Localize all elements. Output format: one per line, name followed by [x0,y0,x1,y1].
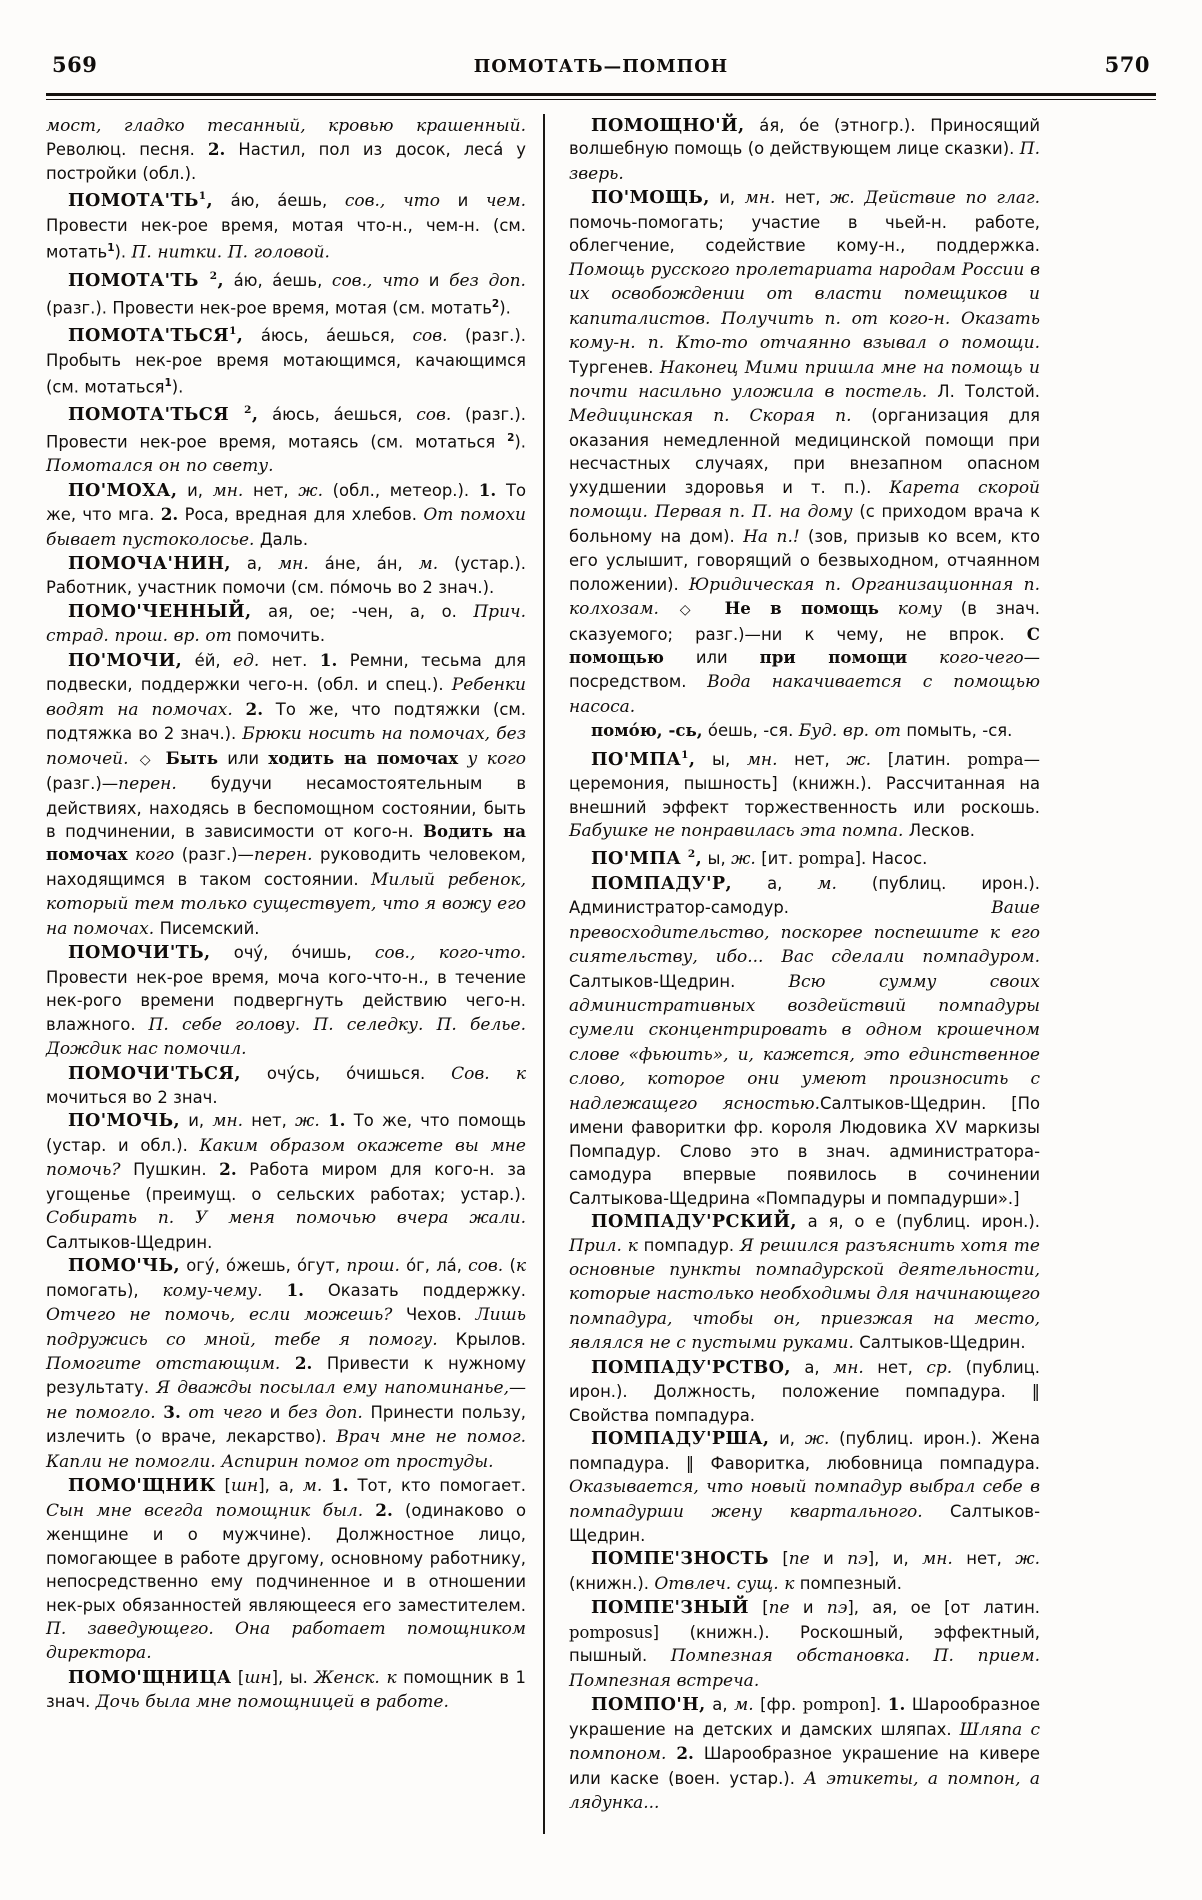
dictionary-entry: ПО'МОЧЬ, и, мн. нет, ж. 1. То же, что помощь (устар. и обл.). Каким образом окажете вы мне помочь? Пушкин. 2. Работа миром для кого-н. за угощенье (преимущ. о сельских работах; устар.). Собирать п. У меня помочью вчера жали. Салтыков-Щедрин. [46,1110,526,1252]
dictionary-entry: ПОМО'ЩНИК [шн], а, м. 1. Тот, кто помогает. Сын мне всегда помощник был. 2. (одинаково о женщине и о мужчине). Должностное лицо, помогающее в работе другому, основному работнику, непосредственно ему подчиненное и в отношении нек-рых обязанностей являющееся его заместителем. П. заведующего. Она работает помощником директора. [46,1475,526,1664]
dictionary-entry: ПОМОЧИ'ТЬСЯ, очу́сь, о́чишься. Сов. к мочиться во 2 знач. [46,1062,526,1107]
dictionary-entry: помо́ю, -сь, о́ешь, -ся. Буд. вр. от помыть, -ся. [591,720,1013,742]
dictionary-entry: ПОМОЧА'НИН, а, мн. а́не, а́н, м. (устар.). Работник, участник помочи (см. по́мочь во 2 знач.). [46,553,527,598]
text-body [46,114,1156,1834]
dictionary-entry: ПО'МПА$^1$, ы, мн. нет, ж. [латин. pompa—церемония, пышность] (книжн.). Рассчитанная на внешний эффект торжественность или роскошь. Бабушке не понравилась эта помпа. Лесков. [569,748,1040,841]
folio-left: 569 [52,52,98,77]
column-right [543,114,1040,1834]
dictionary-entry: ПОМПЕ'ЗНОСТЬ [пе и пэ], и, мн. нет, ж. (книжн.). Отвлеч. сущ. к помпезный. [569,1548,1040,1594]
dictionary-entry: ПОМПЕ'ЗНЫЙ [пе и пэ], ая, ое [от латин. pomposus] (книжн.). Роскошный, эффектный, пышный. Помпезная обстановка. П. прием. Помпезная встреча. [569,1597,1040,1691]
dictionary-entry: ПО'МОЧИ, е́й, ед. нет. 1. Ремни, тесьма для подвески, поддержки чего-н. (обл. и спец.). Ребенки водят на помочах. 2. То же, что подтяжки (см. подтяжка во 2 знач.). Брюки носить на помочах, без помочей. ◇ Быть или ходить на помочах у кого (разг.)—перен. будучи несамостоятельным в действиях, находясь в беспомощном состоянии, быть в подчинении, в зависимости от кого-н. Водить на помочах кого (разг.)—перен. руководить человеком, находящимся в таком состоянии. Милый ребенок, который тем только существует, что я вожу его на помочах. Писемский. [46,649,527,939]
dictionary-entry: ПОМПАДУ'Р, а, м. (публиц. ирон.). Администратор-самодур. Ваше превосходительство, поскорее поспешите к его сиятельству, ибо... Вас сделали помпадуром. Салтыков-Щедрин. Всю сумму своих административных воздействий помпадуры сумели сконцентрировать в одном крошечном слове «фьюить», и, кажется, это единственное слово, которое они умеют произносить с надлежащего ясностью.Салтыков-Щедрин. [По имени фаворитки фр. короля Людовика XV маркизы Помпадур. Слово это в знач. администратора-самодура впервые появилось в сочинении Салтыкова-Щедрина «Помпадуры и помпадурши».] [569,872,1040,1208]
dictionary-entry: ПОМО'ЧЕННЫЙ, ая, ое; -чен, а, о. Прич. страд. прош. вр. от помочить. [46,600,526,647]
dictionary-entry: ПО'МОХА, и, мн. нет, ж. (обл., метеор.). 1. То же, что мга. 2. Роса, вредная для хлебов. От помохи бывает пустоколосье. Даль. [46,479,527,550]
page-header [46,52,1156,86]
dictionary-entry: ПОМО'ЧЬ, огу́, о́жешь, о́гут, прош. о́г, ла́, сов. (к помогать), кому-чему. 1. Оказать поддержку. Отчего не помочь, если можешь? Чехов. Лишь подружись со мной, тебе я помогу. Крылов. Помогите отстающим. 2. Привести к нужному результату. Я дважды посылал ему напоминанье,—не помогло. 3. от чего и без доп. Принести пользу, излечить (о враче, лекарство). Врач мне не помог. Капли не помогли. Аспирин помог от простуды. [46,1255,527,1472]
dictionary-entry: ПОМПАДУ'РСТВО, а, мн. нет, ср. (публиц. ирон.). Должность, положение помпадура. ‖ Свойства помпадура. [569,1356,1041,1425]
dictionary-entry: $ПОМОТА'ТЬ^1$, а́ю, а́ешь, сов., что и чем. Провести нек-рое время, мотая что-н., чем-н. (см. мотать$^1$). П. нитки. П. головой. [46,190,526,263]
dictionary-entry: ПО'МПА $^2$, ы, ж. [ит. pompa]. Насос. [591,848,928,870]
dictionary-entry: ПОМПАДУ'РСКИЙ, а я, о е (публиц. ирон.). Прил. к помпадур. Я решился разъяснить хотя те основные пункты помпадурской деятельности, которые настолько необходимы для начинающего помпадура, чтобы он, приезжая на место, являлся не с пустыми руками. Салтыков-Щедрин. [569,1211,1040,1354]
running-title: ПОМОТАТЬ—ПОМПОН [473,57,729,77]
dictionary-entry: ПОМО'ЩНИЦА [шн], ы. Женск. к помощник в 1 знач. Дочь была мне помощницей в работе. [46,1666,526,1713]
dictionary-entry: ПОМОТА'ТЬСЯ $^2$, а́юсь, а́ешься, сов. (разг.). Провести нек-рое время, мотаясь (см. мотаться $^2$). Помотался он по свету. [46,403,526,477]
dictionary-entry: ПОМОЧИ'ТЬ, очу́, о́чишь, сов., кого-что. Провести нек-рое время, моча кого-что-н., в течение нек-рого времени подвергнуть действию чего-н. влажного. П. себе голову. П. селедку. П. белье. Дождик нас помочил. [46,942,526,1060]
dictionary-entry: ПО'МОЩЬ, и, мн. нет, ж. Действие по глаг. помочь-помогать; участие в чьей-н. работе, облегчение, содействие кому-н., поддержка. Помощь русского пролетариата народам России в их освобождении от власти помещиков и капиталистов. Получить п. от кого-н. Оказать кому-н. п. Кто-то отчаянно взывал о помощи. Тургенев. Наконец Мими пришла мне на помощь и почти насильно уложила в постель. Л. Толстой. Медицинская п. Скорая п. (организация для оказания немедленной медицинской помощи при несчастных случаях, при внезапном опасном ухудшении здоровья и т. п.). Карета скорой помощи. Первая п. П. на дому (с приходом врача к больному на дом). На п.! (зов, призыв ко всем, кто его услышит, говорящий о безвыходном, отчаянном положении). Юридическая п. Организационная п. колхозам. ◇ Не в помощь кому (в знач. сказуемого; разг.)—ни к чему, не впрок. С помощью или при помощи кого-чего—посредством. Вода накачивается с помощью насоса. [569,187,1041,717]
dictionary-entry: ПОМПАДУ'РША, и, ж. (публиц. ирон.). Жена помпадура. ‖ Фаворитка, любовница помпадура. Оказывается, что новый помпадур выбрал себе в помпадурши жену квартального. Салтыков-Щедрин. [569,1428,1041,1545]
dictionary-entry: ПОМОТА'ТЬ $^2$, а́ю, а́ешь, сов., что и без доп. (разг.). Провести нек-рое время, мотая (см. мотать$^2$). [46,269,526,318]
column-left [46,114,543,1834]
dictionary-entry: ПОМОТА'ТЬСЯ$^1$, а́юсь, а́ешься, сов. (разг.). Пробыть нек-рое время мотающимся, качающимся (см. мотаться$^1$). [46,325,526,397]
dictionary-entry: ПОМПО'Н, а, м. [фр. pompon]. 1. Шарообразное украшение на детских и дамских шляпах. Шляпа с помпоном. 2. Шарообразное украшение на кивере или каске (воен. устар.). А этикеты, а помпон, а лядунка... [569,1694,1041,1813]
dictionary-entry: ПОМОЩНО'Й, а́я, о́е (этногр.). Приносящий волшебную помощь (о действующем лице сказки). П. зверь. [569,115,1040,184]
folio-right: 570 [1104,52,1150,77]
header-rule [46,93,1156,100]
entry-continuation: мост, гладко тесанный, кровью крашенный. Революц. песня. 2. Настил, пол из досок, леса́ у постройки (обл.). [46,116,526,183]
